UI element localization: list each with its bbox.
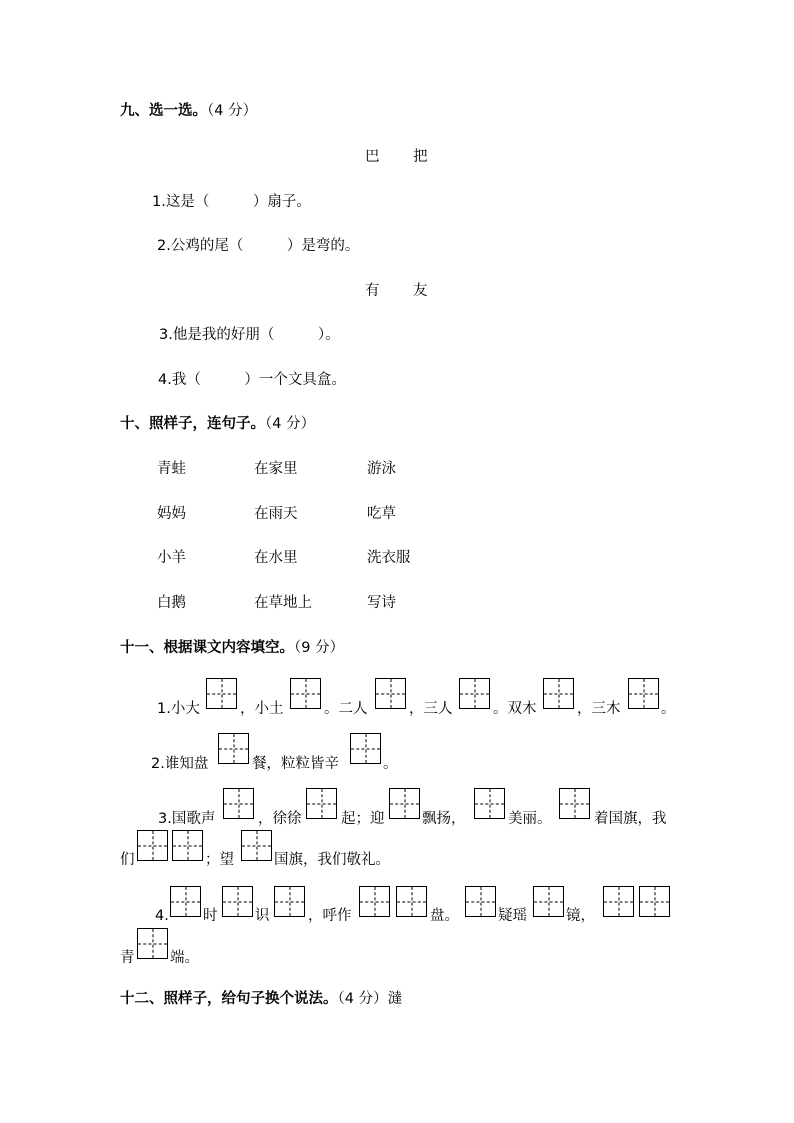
q11-4-text: 盘。	[430, 908, 459, 924]
section-title: 九、选一选。	[120, 103, 207, 119]
place-word: 在草地上	[254, 595, 312, 611]
subject-word: 白鹅	[157, 595, 186, 611]
tianzige-box[interactable]	[474, 788, 505, 819]
subject-word: 妈妈	[157, 506, 186, 522]
action-word: 吃草	[367, 506, 396, 522]
place-word: 在水里	[254, 550, 298, 566]
q11-1-text: ，三人	[409, 701, 453, 717]
trailing-character: 澾	[387, 991, 403, 1007]
tianzige-box[interactable]	[172, 830, 203, 861]
q11-3-text: ，徐徐	[258, 811, 302, 827]
tianzige-box[interactable]	[274, 886, 305, 917]
q11-1-text: 。二人	[324, 701, 368, 717]
q11-2-text: 餐，粒粒皆辛	[252, 756, 339, 772]
tianzige-box[interactable]	[223, 788, 254, 819]
action-word: 洗衣服	[367, 550, 411, 566]
q11-4-text: ，呼作	[308, 908, 352, 924]
q11-4-text: 青	[120, 950, 135, 966]
q11-1-text: 。	[661, 701, 676, 717]
word-choice-2: 把	[413, 149, 428, 165]
tianzige-box[interactable]	[639, 886, 670, 917]
q11-3-text: 3.国歌声	[158, 811, 216, 827]
section-title: 十二、照样子，给句子换个说法。	[120, 991, 338, 1007]
q11-1-text: ，三木	[577, 701, 621, 717]
place-word: 在家里	[254, 461, 298, 477]
tianzige-box[interactable]	[603, 886, 634, 917]
subject-word: 青蛙	[157, 461, 186, 477]
subject-word: 小羊	[157, 550, 186, 566]
section-10-heading	[120, 414, 315, 434]
tianzige-box[interactable]	[137, 830, 168, 861]
tianzige-box[interactable]	[241, 830, 272, 861]
section-12-heading	[120, 989, 402, 1009]
q11-2-text: 2.谁知盘	[151, 756, 209, 772]
q11-4-text: 识	[255, 908, 270, 924]
section-11-heading	[120, 638, 344, 658]
section-9-heading	[120, 101, 257, 121]
q11-3-text: 着国旗，我	[594, 811, 667, 827]
question-9-2: 2.公鸡的尾（ ）是弯的。	[157, 238, 360, 254]
section-score: （4 分）	[207, 103, 258, 119]
q11-1-text: 1.小大	[157, 701, 200, 717]
word-choice-1: 巴	[365, 149, 380, 165]
section-title: 十、照样子，连句子。	[120, 416, 265, 432]
tianzige-box[interactable]	[543, 678, 574, 709]
q11-4-text: 时	[203, 908, 218, 924]
tianzige-box[interactable]	[170, 886, 201, 917]
word-choice-3: 有	[365, 283, 380, 299]
tianzige-box[interactable]	[628, 678, 659, 709]
tianzige-box[interactable]	[359, 886, 390, 917]
section-score: （4 分）	[337, 991, 388, 1007]
action-word: 写诗	[367, 595, 396, 611]
q11-3-text: 飘扬，	[422, 811, 466, 827]
section-score: （9 分）	[294, 640, 345, 656]
tianzige-box[interactable]	[306, 788, 337, 819]
place-word: 在雨天	[254, 506, 298, 522]
question-9-3: 3.他是我的好朋（ ）。	[159, 327, 340, 343]
q11-3-text: 美丽。	[508, 811, 552, 827]
q11-2-text: 。	[383, 756, 398, 772]
tianzige-box[interactable]	[222, 886, 253, 917]
tianzige-box[interactable]	[396, 886, 427, 917]
q11-4-text: 4.	[155, 908, 169, 924]
q11-3-text: 国旗，我们敬礼。	[274, 852, 390, 868]
q11-1-text: ，小土	[240, 701, 284, 717]
tianzige-box[interactable]	[465, 886, 496, 917]
tianzige-box[interactable]	[350, 733, 381, 764]
q11-1-text: 。双木	[493, 701, 537, 717]
q11-4-text: 端。	[170, 950, 199, 966]
tianzige-box[interactable]	[375, 678, 406, 709]
section-title: 十一、根据课文内容填空。	[120, 640, 294, 656]
q11-4-text: 疑瑶	[498, 908, 527, 924]
question-9-4: 4.我（ ）一个文具盒。	[158, 372, 346, 388]
question-9-1: 1.这是（ ）扇子。	[152, 194, 311, 210]
q11-4-text: 镜，	[566, 908, 595, 924]
tianzige-box[interactable]	[218, 733, 249, 764]
word-choice-4: 友	[413, 283, 428, 299]
tianzige-box[interactable]	[533, 886, 564, 917]
q11-3-text: ；望	[205, 852, 234, 868]
tianzige-box[interactable]	[559, 788, 590, 819]
tianzige-box[interactable]	[290, 678, 321, 709]
action-word: 游泳	[367, 461, 396, 477]
tianzige-box[interactable]	[206, 678, 237, 709]
section-score: （4 分）	[265, 416, 316, 432]
q11-3-text: 们	[120, 852, 135, 868]
tianzige-box[interactable]	[389, 788, 420, 819]
tianzige-box[interactable]	[137, 928, 168, 959]
tianzige-box[interactable]	[459, 678, 490, 709]
q11-3-text: 起；迎	[341, 811, 385, 827]
